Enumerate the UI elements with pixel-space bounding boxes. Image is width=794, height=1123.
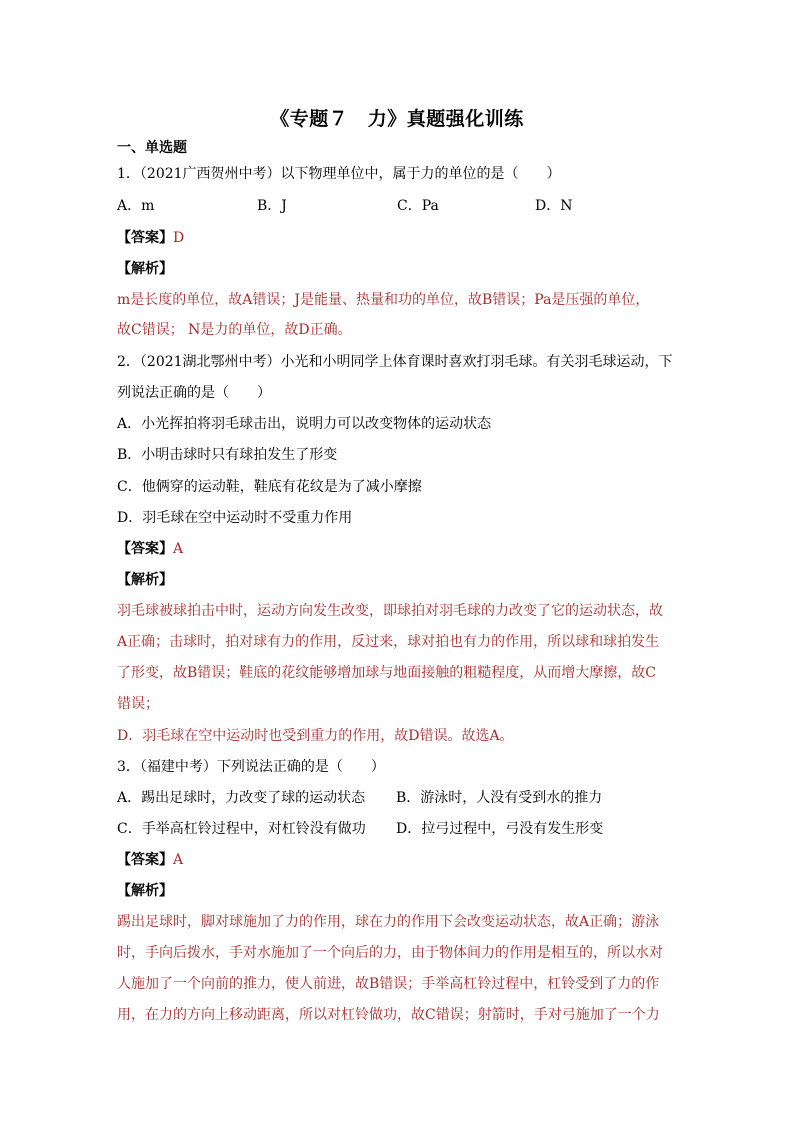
question-3-answer bbox=[117, 850, 677, 870]
answer-tag: 【答案】 bbox=[117, 230, 173, 246]
question-3-option-d: D．拉弓过程中，弓没有发生形变 bbox=[396, 821, 604, 837]
question-3-analysis-line: 人施加了一个向前的推力，使人前进，故B错误；手举高杠铃过程中，杠铃受到了力的作 bbox=[117, 976, 660, 992]
document-title: 《专题７ 力》真题强化训练 bbox=[270, 108, 524, 130]
question-1-option-c: C．Pa bbox=[397, 198, 439, 214]
question-3-option-c: C．手举高杠铃过程中，对杠铃没有做功 bbox=[117, 821, 366, 837]
question-3-options-row bbox=[117, 819, 677, 839]
question-1-analysis-tag: 【解析】 bbox=[117, 261, 173, 277]
question-2-analysis-line: 错误； bbox=[117, 696, 159, 712]
answer-value: A bbox=[173, 541, 184, 557]
question-3-analysis-line: 用，在力的方向上移动距离，所以对杠铃做功，故C错误；射箭时，手对弓施加了一个力 bbox=[117, 1007, 660, 1023]
question-3-stem: 3．（福建中考）下列说法正确的是（ ） bbox=[117, 759, 385, 775]
question-2-option-a: A．小光挥拍将羽毛球击出，说明力可以改变物体的运动状态 bbox=[117, 416, 492, 432]
question-3-option-b: B．游泳时，人没有受到水的推力 bbox=[396, 790, 603, 806]
question-2-analysis-line: 了形变，故B错误；鞋底的花纹能够增加球与地面接触的粗糙程度，从而增大摩擦，故C bbox=[117, 665, 656, 681]
question-2-option-d: D．羽毛球在空中运动时不受重力作用 bbox=[117, 510, 353, 526]
answer-value: A bbox=[173, 852, 184, 868]
question-2-stem-line: 列说法正确的是（ ） bbox=[117, 385, 271, 401]
question-3-analysis-line: 踢出足球时，脚对球施加了力的作用，球在力的作用下会改变运动状态，故A正确；游泳 bbox=[117, 914, 660, 930]
question-2-option-c: C．他俩穿的运动鞋，鞋底有花纹是为了减小摩擦 bbox=[117, 479, 422, 495]
question-1-answer bbox=[117, 228, 677, 248]
question-3-options-row bbox=[117, 788, 677, 808]
question-3-analysis-tag: 【解析】 bbox=[117, 883, 173, 899]
question-1-analysis-line: 故C错误； N是力的单位，故D正确。 bbox=[117, 322, 352, 338]
question-1-stem: 1．（2021广西贺州中考）以下物理单位中，属于力的单位的是（ ） bbox=[117, 166, 561, 182]
question-2-analysis-line: 羽毛球被球拍击中时，运动方向发生改变，即球拍对羽毛球的力改变了它的运动状态，故 bbox=[117, 603, 663, 619]
answer-tag: 【答案】 bbox=[117, 541, 173, 557]
answer-value: D bbox=[173, 230, 185, 246]
question-2-analysis-line: D．羽毛球在空中运动时也受到重力的作用，故D错误。故选A。 bbox=[117, 728, 514, 744]
question-1-analysis-line: m是长度的单位，故A错误；J是能量、热量和功的单位，故B错误；Pa是压强的单位， bbox=[117, 292, 650, 308]
section-title: 一、单选题 bbox=[117, 140, 187, 156]
question-2-analysis-tag: 【解析】 bbox=[117, 572, 173, 588]
question-2-answer bbox=[117, 539, 677, 559]
question-1-option-d: D．N bbox=[535, 198, 573, 214]
question-2-stem-line: 2．（2021湖北鄂州中考）小光和小明同学上体育课时喜欢打羽毛球。有关羽毛球运动，下 bbox=[117, 354, 673, 370]
answer-tag: 【答案】 bbox=[117, 852, 173, 868]
question-2-option-b: B．小明击球时只有球拍发生了形变 bbox=[117, 447, 338, 463]
question-1-option-a: A．m bbox=[117, 198, 155, 214]
question-2-analysis-line: A正确；击球时，拍对球有力的作用，反过来，球对拍也有力的作用，所以球和球拍发生 bbox=[117, 634, 660, 650]
question-1-options bbox=[117, 196, 677, 216]
question-1-option-b: B．J bbox=[257, 198, 287, 214]
question-3-analysis-line: 时，手向后拨水，手对水施加了一个向后的力，由于物体间力的作用是相互的，所以水对 bbox=[117, 945, 663, 961]
question-3-option-a: A．踢出足球时，力改变了球的运动状态 bbox=[117, 790, 366, 806]
